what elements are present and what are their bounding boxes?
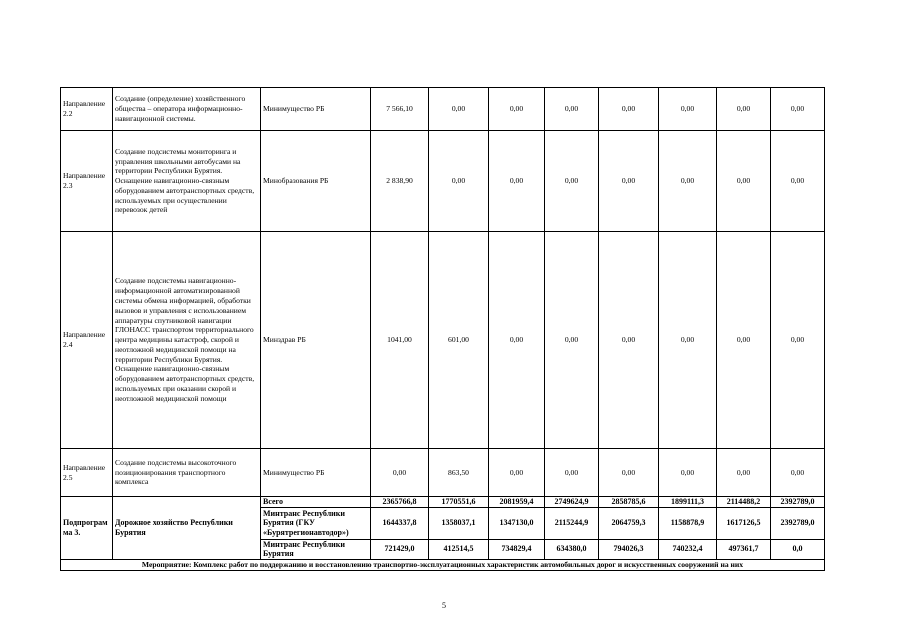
value-cell: 0,00 [489,232,545,449]
table-row [61,88,825,131]
executor-cell: Минимущество РБ [261,88,371,131]
value-cell: 2064759,3 [599,507,659,539]
value-cell: 2392789,0 [771,507,825,539]
value-cell: 1347130,0 [489,507,545,539]
value-cell: 0,00 [599,88,659,131]
subprogram-label: Подпрограмма 3. [61,497,113,560]
description-cell: Создание подсистемы высокоточного позиционирования транспортного комплекса [113,449,261,497]
direction-cell: Направление 2.2 [61,88,113,131]
value-cell: 2 838,90 [371,131,429,232]
value-cell: 0,00 [771,232,825,449]
executor-cell: Всего [261,497,371,508]
subprogram-title: Дорожное хозяйство Республики Бурятия [113,497,261,560]
value-cell: 2115244,9 [545,507,599,539]
subprogram-row [61,497,825,508]
value-cell: 0,00 [659,131,717,232]
value-cell: 2858785,6 [599,497,659,508]
description-cell: Создание (определение) хозяйственного общества – оператора информационно-навигационной системы. [113,88,261,131]
table-row [61,449,825,497]
value-cell: 0,00 [771,88,825,131]
description-cell: Создание подсистемы мониторинга и управления школьными автобусами на территории Республики Бурятия. Оснащение навигационно-связным оборудованием автотранспортных средств, используемых при осуществлении перевозок детей [113,131,261,232]
value-cell: 0,00 [489,449,545,497]
value-cell: 1899111,3 [659,497,717,508]
value-cell: 1770551,6 [429,497,489,508]
program-table [60,87,825,571]
value-cell: 740232,4 [659,539,717,559]
table-row [61,131,825,232]
value-cell: 1158878,9 [659,507,717,539]
executor-cell: Минтранс Республики Бурятия [261,539,371,559]
value-cell: 0,00 [659,449,717,497]
value-cell: 0,00 [771,131,825,232]
event-title: Мероприятие: Комплекс работ по поддержанию и восстановлению транспортно-эксплуатационных характеристик автомобильных дорог и искусственных сооружений на них [61,559,825,570]
value-cell: 0,00 [545,88,599,131]
value-cell: 0,00 [717,88,771,131]
value-cell: 497361,7 [717,539,771,559]
value-cell: 7 566,10 [371,88,429,131]
value-cell: 0,00 [545,131,599,232]
direction-cell: Направление 2.4 [61,232,113,449]
value-cell: 734829,4 [489,539,545,559]
value-cell: 863,50 [429,449,489,497]
value-cell: 0,00 [371,449,429,497]
value-cell: 2114488,2 [717,497,771,508]
value-cell: 0,00 [599,449,659,497]
value-cell: 0,00 [489,131,545,232]
value-cell: 0,00 [545,449,599,497]
direction-cell: Направление 2.3 [61,131,113,232]
executor-cell: Минимущество РБ [261,449,371,497]
value-cell: 0,00 [717,232,771,449]
table-row [61,232,825,449]
executor-cell: Минтранс Республики Бурятия (ГКУ «Бурятрегионавтодор») [261,507,371,539]
executor-cell: Минздрав РБ [261,232,371,449]
value-cell: 0,00 [429,88,489,131]
value-cell: 1617126,5 [717,507,771,539]
value-cell: 2749624,9 [545,497,599,508]
description-cell: Создание подсистемы навигационно-информационной автоматизированной системы обмена информацией, обработки вызовов и управления с использованием аппаратуры спутниковой навигации ГЛОНАСС транспортом территориального центра медицины катастроф, скорой и неотложной медицинской помощи на территории Республики Бурятия. Оснащение навигационно-связным оборудованием автотранспортных средств, используемых при оказании скорой и неотложной медицинской помощи [113,232,261,449]
value-cell: 0,00 [545,232,599,449]
value-cell: 0,00 [717,449,771,497]
value-cell: 2081959,4 [489,497,545,508]
value-cell: 1644337,8 [371,507,429,539]
value-cell: 412514,5 [429,539,489,559]
event-row [61,559,825,570]
value-cell: 1358037,1 [429,507,489,539]
executor-cell: Минобразования РБ [261,131,371,232]
page-number: 5 [442,601,446,610]
value-cell: 1041,00 [371,232,429,449]
value-cell: 0,00 [659,88,717,131]
value-cell: 2365766,8 [371,497,429,508]
value-cell: 0,00 [599,232,659,449]
value-cell: 721429,0 [371,539,429,559]
value-cell: 601,00 [429,232,489,449]
value-cell: 0,00 [717,131,771,232]
direction-cell: Направление 2.5 [61,449,113,497]
value-cell: 0,00 [489,88,545,131]
value-cell: 0,00 [771,449,825,497]
value-cell: 0,00 [599,131,659,232]
value-cell: 2392789,0 [771,497,825,508]
value-cell: 0,0 [771,539,825,559]
table-body [61,88,825,571]
value-cell: 794026,3 [599,539,659,559]
value-cell: 634380,0 [545,539,599,559]
value-cell: 0,00 [429,131,489,232]
value-cell: 0,00 [659,232,717,449]
